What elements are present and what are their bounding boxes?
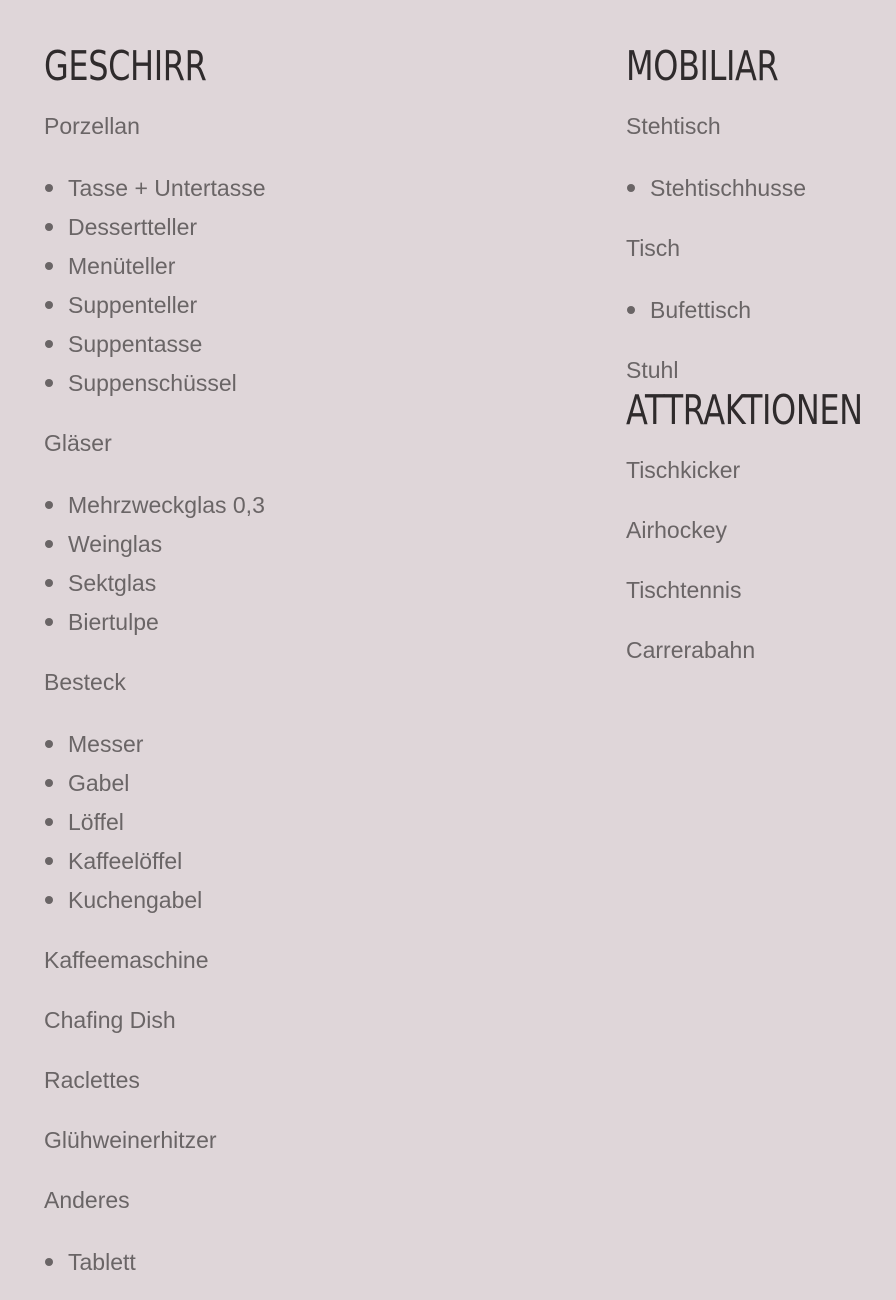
item-label: Biertulpe: [68, 609, 159, 635]
bullet-icon: [45, 223, 53, 231]
list-item[interactable]: [44, 886, 564, 914]
bullet-icon: [45, 379, 53, 387]
list-item[interactable]: [44, 213, 564, 241]
item-label: Messer: [68, 731, 144, 757]
item-label: Dessertteller: [68, 214, 198, 240]
geschirr-sections: [44, 112, 564, 1276]
bullet-icon: [45, 340, 53, 348]
item-list: [44, 1248, 564, 1276]
list-item[interactable]: [44, 491, 564, 519]
mobiliar-sections: [626, 112, 888, 384]
item-label: Tablett: [68, 1249, 136, 1275]
category-tischtennis: [626, 576, 888, 604]
category-title[interactable]: Glühweinerhitzer: [44, 1127, 217, 1153]
category-gluehweinerhitzer: [44, 1126, 564, 1154]
item-list: [44, 174, 564, 397]
attraktionen-heading: ATTRAKTIONEN: [626, 386, 863, 434]
item-label: Löffel: [68, 809, 124, 835]
bullet-icon: [45, 540, 53, 548]
item-label: Stehtischhusse: [650, 175, 806, 201]
category-carrerabahn: [626, 636, 888, 664]
list-item[interactable]: [44, 252, 564, 280]
category-glaeser: [44, 429, 564, 636]
list-item[interactable]: [44, 769, 564, 797]
item-label: Menüteller: [68, 253, 176, 279]
item-label: Gabel: [68, 770, 130, 796]
bullet-icon: [45, 818, 53, 826]
bullet-icon: [45, 618, 53, 626]
category-chafing-dish: [44, 1006, 564, 1034]
bullet-icon: [45, 779, 53, 787]
category-tischkicker: [626, 456, 888, 484]
list-item[interactable]: [44, 530, 564, 558]
category-stehtisch: [626, 112, 888, 202]
item-list: [44, 491, 564, 636]
list-item[interactable]: [44, 847, 564, 875]
item-label: Weinglas: [68, 531, 163, 557]
item-list: [44, 730, 564, 914]
bullet-icon: [45, 896, 53, 904]
category-porzellan: [44, 112, 564, 397]
item-list: [626, 296, 888, 324]
category-title[interactable]: Besteck: [44, 669, 126, 695]
category-title[interactable]: Tisch: [626, 235, 681, 261]
category-title[interactable]: Stuhl: [626, 357, 679, 383]
list-item[interactable]: [44, 174, 564, 202]
bullet-icon: [45, 1258, 53, 1266]
item-label: Kaffeelöffel: [68, 848, 183, 874]
list-item[interactable]: [44, 730, 564, 758]
category-airhockey: [626, 516, 888, 544]
category-raclettes: [44, 1066, 564, 1094]
category-title[interactable]: Chafing Dish: [44, 1007, 176, 1033]
list-item[interactable]: [626, 174, 888, 202]
category-kaffeemaschine: [44, 946, 564, 974]
geschirr-heading: GESCHIRR: [44, 42, 207, 90]
attraktionen-sections: [626, 456, 888, 664]
list-item[interactable]: [44, 808, 564, 836]
bullet-icon: [627, 306, 635, 314]
bullet-icon: [45, 184, 53, 192]
category-title[interactable]: Tischkicker: [626, 457, 741, 483]
category-title[interactable]: Tischtennis: [626, 577, 742, 603]
list-item[interactable]: [44, 569, 564, 597]
item-label: Kuchengabel: [68, 887, 203, 913]
list-item[interactable]: [44, 330, 564, 358]
list-item[interactable]: [44, 1248, 564, 1276]
item-label: Bufettisch: [650, 297, 751, 323]
category-title[interactable]: Raclettes: [44, 1067, 140, 1093]
bullet-icon: [45, 857, 53, 865]
category-tisch: [626, 234, 888, 324]
category-anderes: [44, 1186, 564, 1276]
bullet-icon: [45, 262, 53, 270]
category-title[interactable]: Kaffeemaschine: [44, 947, 209, 973]
item-list: [626, 174, 888, 202]
category-title[interactable]: Anderes: [44, 1187, 130, 1213]
category-title[interactable]: Porzellan: [44, 113, 140, 139]
category-title[interactable]: Airhockey: [626, 517, 727, 543]
bullet-icon: [627, 184, 635, 192]
category-besteck: [44, 668, 564, 914]
list-item[interactable]: [626, 296, 888, 324]
item-label: Suppentasse: [68, 331, 203, 357]
bullet-icon: [45, 740, 53, 748]
item-label: Tasse + Untertasse: [68, 175, 266, 201]
item-label: Mehrzweckglas 0,3: [68, 492, 265, 518]
mobiliar-column: [626, 40, 888, 664]
category-stuhl: [626, 356, 888, 384]
category-title[interactable]: Stehtisch: [626, 113, 721, 139]
item-label: Sektglas: [68, 570, 157, 596]
geschirr-column: [44, 40, 564, 1276]
item-label: Suppenschüssel: [68, 370, 237, 396]
list-item[interactable]: [44, 369, 564, 397]
item-label: Suppenteller: [68, 292, 198, 318]
list-item[interactable]: [44, 291, 564, 319]
mobiliar-heading: MOBILIAR: [626, 42, 779, 90]
bullet-icon: [45, 501, 53, 509]
bullet-icon: [45, 301, 53, 309]
category-title[interactable]: Gläser: [44, 430, 112, 456]
category-title[interactable]: Carrerabahn: [626, 637, 756, 663]
bullet-icon: [45, 579, 53, 587]
list-item[interactable]: [44, 608, 564, 636]
